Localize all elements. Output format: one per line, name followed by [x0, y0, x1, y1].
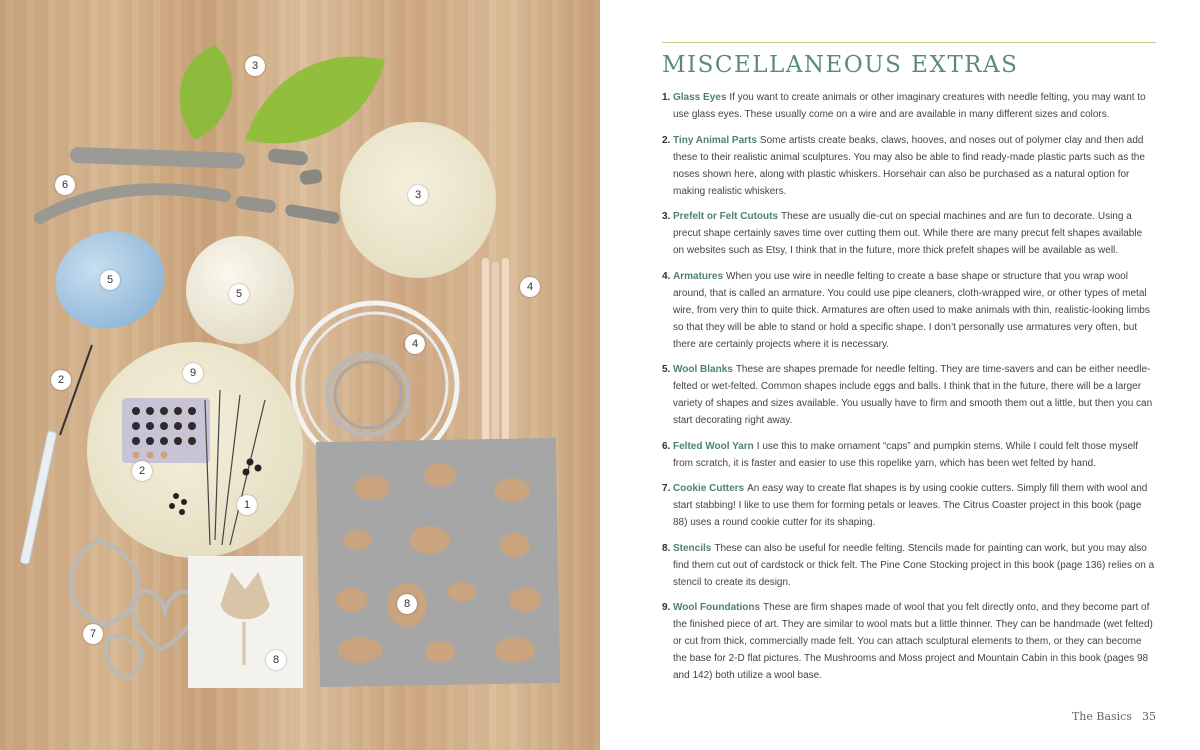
wire-coil-silver-2 — [335, 362, 401, 428]
photo-label: 4 — [405, 334, 425, 354]
list-item — [662, 438, 1156, 472]
list-item — [662, 480, 1156, 531]
cookie-cutter-heart — [133, 591, 196, 650]
yarn-piece-4 — [235, 195, 276, 213]
item-body — [673, 361, 1156, 429]
item-number: 9. — [662, 602, 671, 613]
photo-label: 4 — [520, 277, 540, 297]
item-term: Felted Wool Yarn — [673, 440, 754, 452]
photo-label: 2 — [132, 461, 152, 481]
wire-coil-silver — [328, 355, 408, 435]
list-item — [662, 361, 1156, 429]
item-term: Wool Blanks — [673, 364, 733, 375]
item-body — [673, 438, 1156, 472]
item-number: 8. — [662, 542, 671, 554]
item-text: I use this to make ornament “caps” and pumpkin stems. While I could felt those myself from scratch, it is faster and easier to use this ropelike yarn, which has been wet felted by hand. — [673, 440, 1139, 469]
cookie-cutter-leaf — [106, 635, 142, 678]
item-number: 1. — [662, 92, 671, 103]
yarn-piece-1 — [70, 147, 245, 169]
photo-label: 5 — [229, 284, 249, 304]
item-number: 7. — [662, 483, 671, 494]
green-leaf-small — [180, 45, 233, 140]
footer-section-name: The Basics — [1071, 710, 1132, 723]
photo-label: 6 — [55, 175, 75, 195]
item-body — [673, 132, 1156, 200]
list-item — [662, 89, 1156, 123]
item-text: An easy way to create flat shapes is by using cookie cutters. Simply fill them with wool and start stabbing! I like to use them for forming petals or leaves. The Citrus Coaster project in this book (page 88) uses a round cookie cutter for its shaping. — [673, 483, 1148, 528]
item-body — [673, 208, 1156, 259]
item-number: 2. — [662, 134, 671, 146]
page-footer — [1072, 710, 1156, 723]
list-item — [662, 540, 1156, 591]
page-number: 35 — [1142, 710, 1156, 723]
item-text: If you want to create animals or other imaginary creatures with needle felting, you may want to use glass eyes. These usually come on a wire and are available in many different sizes and colors. — [673, 92, 1146, 120]
item-body — [673, 268, 1156, 353]
photo-label: 3 — [408, 185, 428, 205]
photo-label: 9 — [183, 363, 203, 383]
item-text: These can also be useful for needle felting. Stencils made for painting can work, but you may also find them cut out of cardstock or thick felt. The Pine Cone Stocking project in this book (page 136) relies on a stencil to create its design. — [673, 542, 1155, 588]
page-heading: MISCELLANEOUS EXTRAS — [662, 52, 1019, 78]
list-item — [662, 208, 1156, 259]
item-term: Cookie Cutters — [673, 483, 745, 494]
item-body — [673, 540, 1156, 591]
item-text: These are firm shapes made of wool that you felt directly onto, and they become part of the finished piece of art. They are similar to wool mats but a little thinner. They can be handmade (wet felted) or cut from thick, commercially made felt. You can attach sculptural elements to them, or they can become the base for 2-D flat pictures. The Mushrooms and Moss project and Mountain Cabin in this book (pages 98 and 142) both utilize a wool base. — [673, 602, 1153, 681]
cookie-cutter-petal — [71, 540, 139, 625]
item-term: Wool Foundations — [673, 602, 761, 613]
yarn-piece-3 — [299, 169, 323, 186]
photo-label: 8 — [266, 650, 286, 670]
extras-list — [662, 89, 1156, 693]
item-term: Prefelt or Felt Cutouts — [673, 211, 779, 222]
photo-label: 2 — [51, 370, 71, 390]
item-text: Some artists create beaks, claws, hooves, and noses out of polymer clay and then add these to their realistic animal sculptures. You may also be able to find ready-made plastic parts such as the noses shown here, along with plastic whiskers. Horsehair can also be purchased as a natural option for making realistic whiskers. — [673, 134, 1145, 197]
item-number: 6. — [662, 440, 671, 452]
text-page — [600, 0, 1200, 750]
item-body — [673, 599, 1156, 684]
item-text: These are shapes premade for needle felting. They are time-savers and can be either needle-felted or wet-felted. Common shapes include eggs and balls. I think that in the future, there will be a larger variety of shapes and sizes available. You usually have to firm and smooth them out a little, but then you can start decorating right away. — [673, 364, 1153, 426]
item-number: 5. — [662, 364, 671, 375]
photo-label: 3 — [245, 56, 265, 76]
felting-needle — [60, 345, 92, 435]
list-item — [662, 268, 1156, 353]
photo-label: 7 — [83, 624, 103, 644]
tray-noses — [133, 452, 168, 459]
item-number: 4. — [662, 270, 671, 282]
photo-label: 5 — [100, 270, 120, 290]
green-leaf-large — [245, 57, 385, 144]
photo-label: 1 — [237, 495, 257, 515]
list-item — [662, 132, 1156, 200]
list-item — [662, 599, 1156, 684]
item-term: Stencils — [673, 542, 712, 554]
item-text: When you use wire in needle felting to create a base shape or structure that you wrap wool around, that is called an armature. You could use pipe cleaners, cloth-wrapped wire, or other types of metal wire, from very thin to quite thick. Armatures are often used to make animals with thin, realistic-looking limbs so that they will be able to stand or hold a specific shape. I don’t personally use armatures very often, but there are certainly projects where it is necessary. — [673, 270, 1150, 350]
item-term: Glass Eyes — [673, 92, 727, 103]
item-text: These are usually die-cut on special machines and are fun to decorate. Using a precut shape certainly saves time over cutting them out. While there are many precut felt shapes available on websites such as Etsy, I think that in the future, more thick prefelt shapes will be available as well. — [673, 211, 1143, 256]
item-term: Tiny Animal Parts — [673, 134, 757, 146]
item-body — [673, 480, 1156, 531]
yarn-piece-2 — [267, 148, 308, 166]
header-rule — [662, 42, 1156, 43]
yarn-piece-5 — [284, 203, 340, 224]
needle-holder — [20, 431, 57, 565]
item-term: Armatures — [673, 270, 724, 282]
item-number: 3. — [662, 211, 671, 222]
item-body — [673, 89, 1156, 123]
photo-label: 8 — [397, 594, 417, 614]
